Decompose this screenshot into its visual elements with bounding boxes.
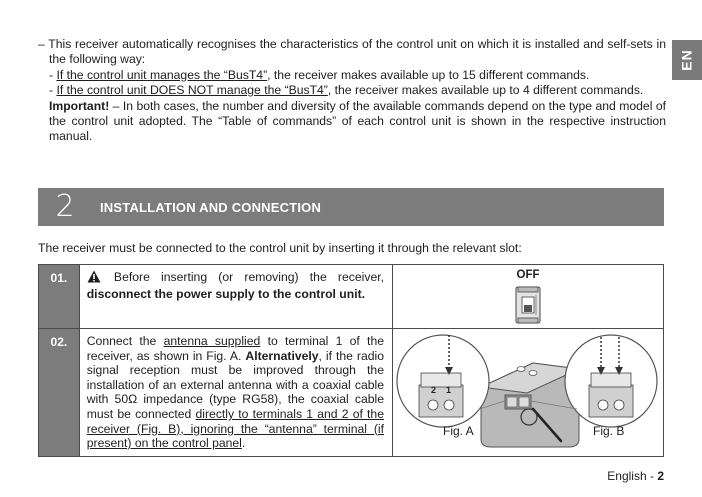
step-row <box>39 265 664 329</box>
step-number: 02. <box>39 329 80 457</box>
step-text: Connect the antenna supplied to terminal 1 of the receiver, as shown in Fig. A. Alternatively, if the radio signal reception must be improved through the installation of an external antenna with a coaxial cable with 50Ω impedance (type RG58), the coaxial cable must be connected directly to terminals 1 and 2 of the receiver (Fig. B), ignoring the “antenna” terminal (if present) on the control panel. <box>79 329 392 457</box>
important-label: Important! <box>49 98 110 113</box>
page-footer <box>607 469 664 483</box>
section-number: 2 <box>55 189 75 224</box>
antenna-connection-figure <box>393 329 664 457</box>
intro-bullet-bust4: - If the control unit manages the “BusT4”, the receiver makes available up to 15 different commands. <box>49 67 590 82</box>
circuit-breaker-icon <box>508 285 548 325</box>
page-number: 2 <box>657 469 664 483</box>
lead-sentence: The receiver must be connected to the control unit by inserting it through the relevant slot: <box>38 241 522 255</box>
terminal-1-label: 1 <box>446 385 452 395</box>
important-note: Important! – In both cases, the number and diversity of the available commands depend on the type and model of the control unit adopted. The “Table of commands” of each control unit is shown in the respective instruction manual. <box>49 98 666 144</box>
section-header <box>38 188 664 226</box>
terminal-2-label: 2 <box>431 385 437 395</box>
footer-language: English - <box>607 469 658 483</box>
intro-paragraph <box>38 37 666 145</box>
no-bust4-condition: If the control unit DOES NOT manage the “BusT4” <box>56 83 328 98</box>
step-number: 01. <box>39 265 80 329</box>
step-row <box>39 329 664 457</box>
fig-a-label: Fig. A <box>443 424 474 438</box>
fig-b-label: Fig. B <box>593 424 625 438</box>
language-label: EN <box>678 49 695 71</box>
intro-bullet-no-bust4: - If the control unit DOES NOT manage the “BusT4”, the receiver makes available up to 4 different commands. <box>49 83 644 98</box>
warning-icon <box>87 270 101 287</box>
off-label: OFF <box>516 269 540 281</box>
bust4-condition: If the control unit manages the “BusT4” <box>56 67 268 82</box>
step-text: Before inserting (or removing) the receiver, disconnect the power supply to the control unit. <box>79 265 392 329</box>
steps-table <box>38 264 664 457</box>
language-tab <box>672 40 702 80</box>
intro-line: – This receiver automatically recognises the characteristics of the control unit on which it is installed and self-sets in the following way: <box>38 37 666 67</box>
breaker-figure <box>393 265 664 329</box>
section-title: INSTALLATION AND CONNECTION <box>100 199 322 215</box>
